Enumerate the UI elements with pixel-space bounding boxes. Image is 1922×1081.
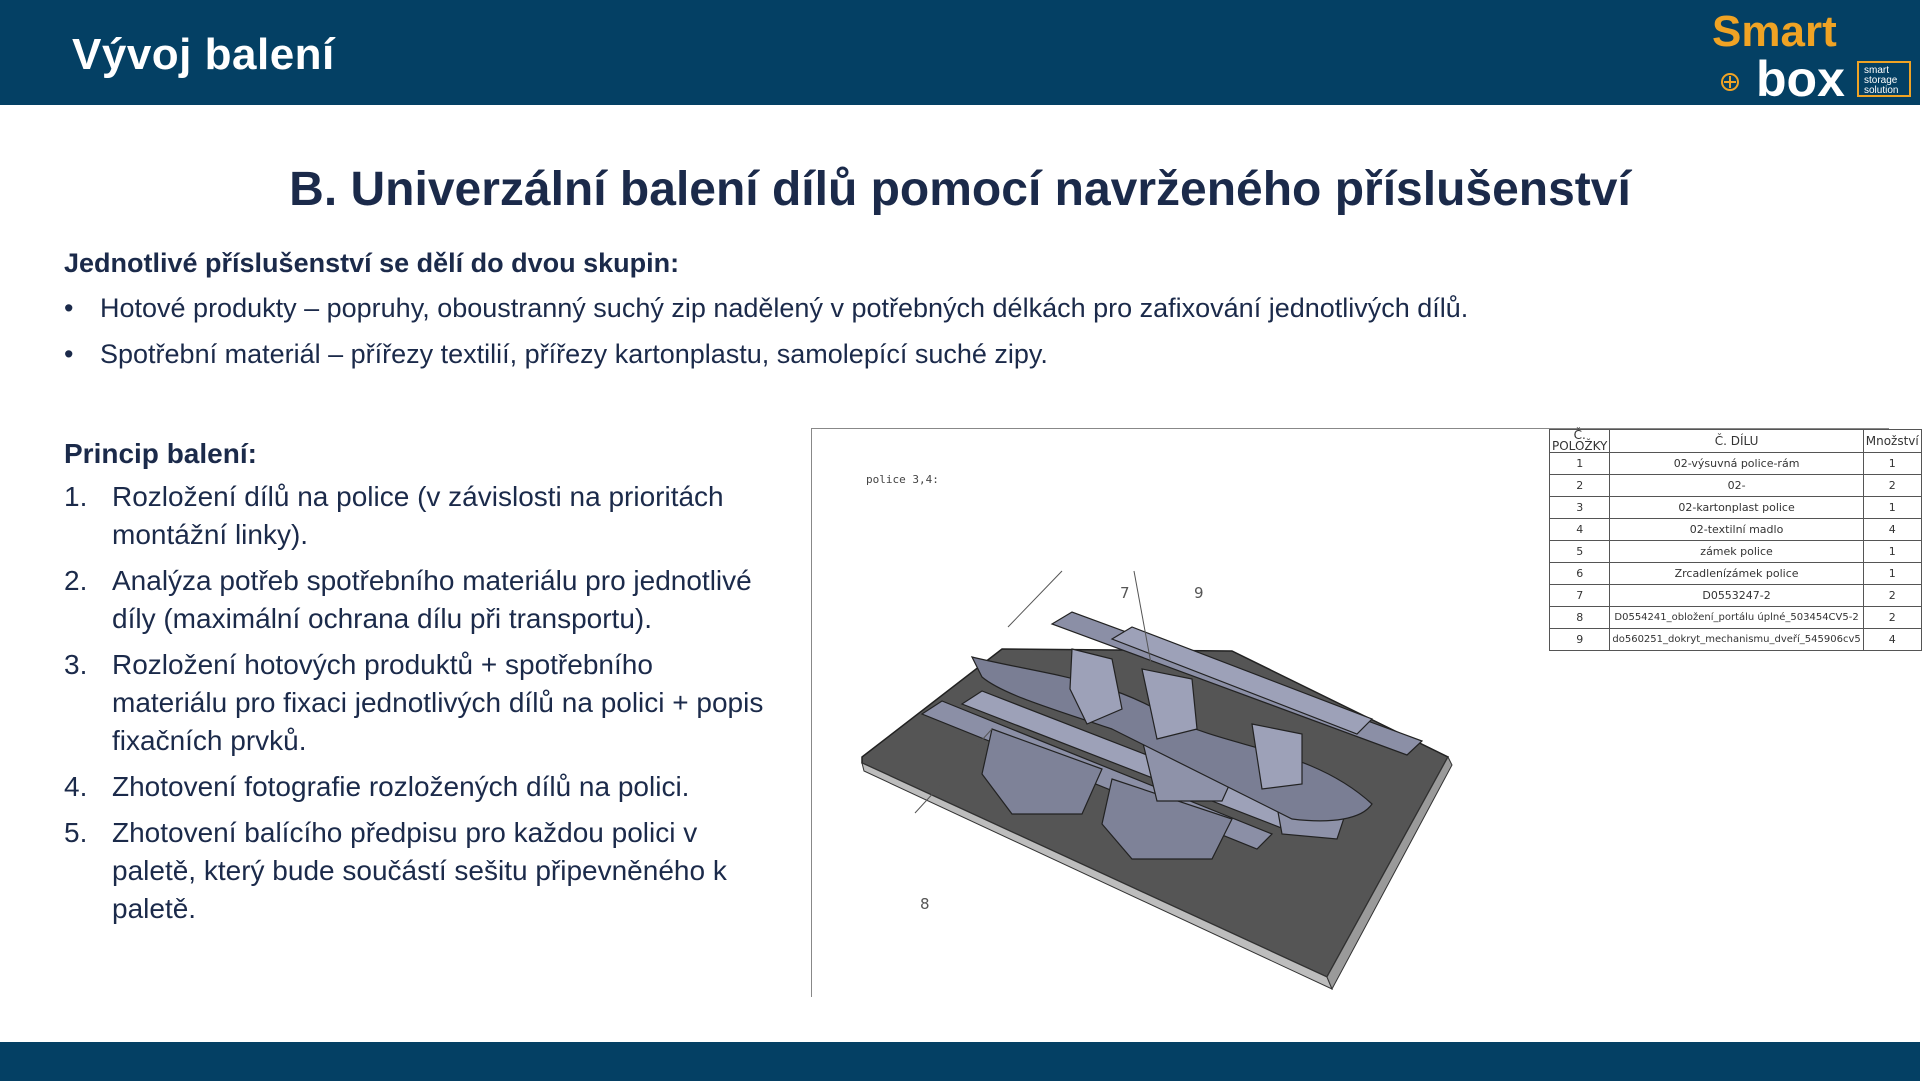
smartbox-logo <box>1708 6 1914 107</box>
callout-7: 7 <box>1120 584 1130 602</box>
table-row: 7 D0553247-2 2 <box>1550 585 1922 607</box>
principle-section <box>64 438 764 936</box>
slide-title: B. Univerzální balení dílů pomocí navrženého příslušenství <box>289 163 1631 216</box>
drawing-note: police 3,4: <box>866 473 939 486</box>
principle-item: 2. Analýza potřeb spotřebního materiálu pro jednotlivé díly (maximální ochrana dílu při transportu). <box>64 565 752 634</box>
bill-of-materials-table <box>1549 429 1922 651</box>
principle-item: 5. Zhotovení balícího předpisu pro každou polici v paletě, který bude součástí sešitu připevněného k paletě. <box>64 817 727 924</box>
footer-bar <box>0 1042 1920 1081</box>
bom-header-row <box>1550 430 1922 453</box>
table-row: 6 Zrcadlenízámek police 1 <box>1550 563 1922 585</box>
table-row: 5 zámek police 1 <box>1550 541 1922 563</box>
table-row: 3 02-kartonplast police 1 <box>1550 497 1922 519</box>
table-row: 9 do560251_dokryt_mechanismu_dveří_545906cv5 4 <box>1550 629 1922 651</box>
bom-header-qty: Množství <box>1863 430 1921 453</box>
principle-item: 3. Rozložení hotových produktů + spotřebního materiálu pro fixaci jednotlivých dílů na polici + popis fixačních prvků. <box>64 649 764 756</box>
intro-lead: Jednotlivé příslušenství se dělí do dvou skupin: <box>64 248 680 278</box>
principle-lead: Princip balení: <box>64 438 257 469</box>
intro-list <box>64 291 1864 371</box>
logo-tag-1: smart <box>1864 65 1889 76</box>
bom-header-part: Č. DÍLU <box>1610 430 1863 453</box>
intro-item: • Spotřební materiál – přířezy textilií, přířezy kartonplastu, samolepící suché zipy. <box>64 339 1048 369</box>
header-title: Vývoj balení <box>72 30 335 79</box>
principle-item: 4. Zhotovení fotografie rozložených dílů na polici. <box>64 771 690 802</box>
intro-item: • Hotové produkty – popruhy, oboustranný suchý zip nadělený v potřebných délkách pro zafixování jednotlivých dílů. <box>64 293 1469 323</box>
table-row: 2 02- 2 <box>1550 475 1922 497</box>
logo-smart: Smart <box>1712 7 1837 56</box>
intro-section <box>64 248 1864 383</box>
principle-item: 1. Rozložení dílů na police (v závislosti na prioritách montážní linky). <box>64 481 724 550</box>
table-row: 4 02-textilní madlo 4 <box>1550 519 1922 541</box>
bom-header-item: Č. POLOŽKY <box>1550 430 1610 453</box>
table-row: 8 D0554241_obložení_portálu úplné_503454CV5-2 2 <box>1550 607 1922 629</box>
logo-tag-3: solution <box>1864 85 1899 96</box>
principle-list <box>64 478 764 928</box>
logo-box: box <box>1756 51 1845 107</box>
header-bar <box>0 0 1920 105</box>
callout-9: 9 <box>1194 584 1204 602</box>
technical-drawing <box>811 428 1919 997</box>
logo-tag-2: storage <box>1864 75 1898 86</box>
table-row: 1 02-výsuvná police-rám 1 <box>1550 453 1922 475</box>
callout-8: 8 <box>920 895 930 913</box>
